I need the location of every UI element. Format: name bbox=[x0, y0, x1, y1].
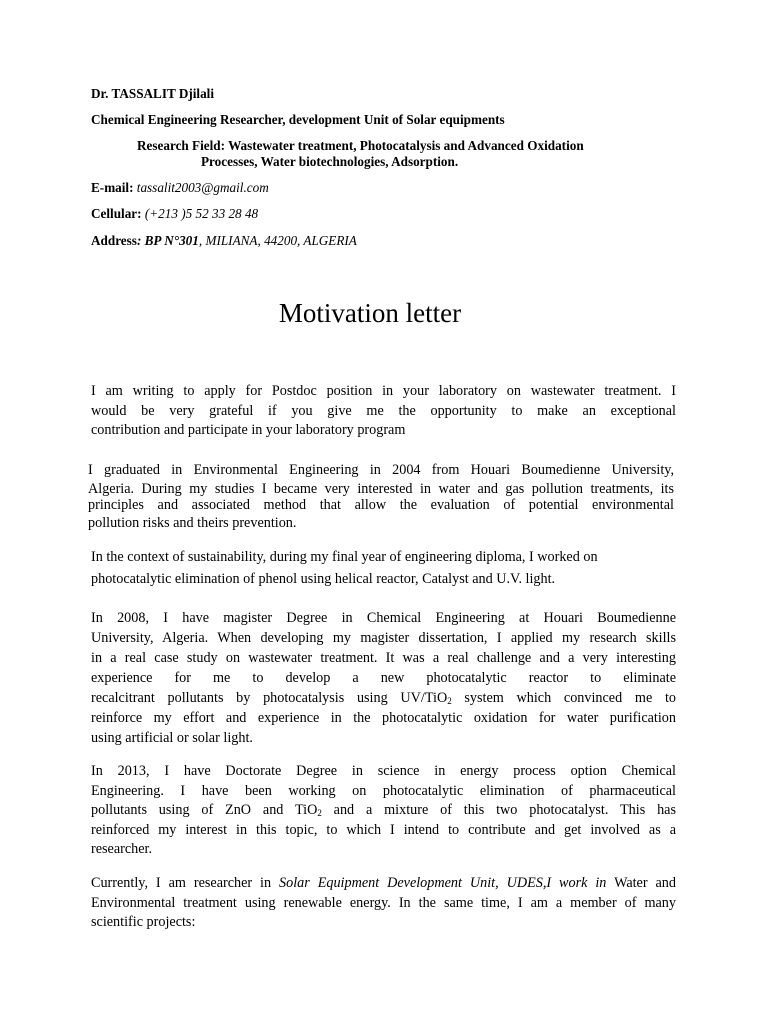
paragraph-6 bbox=[91, 874, 676, 933]
paragraph-line: using artificial or solar light. bbox=[91, 730, 253, 746]
research-field-text-1: Wastewater treatment, Photocatalysis and Advanced Oxidation bbox=[228, 138, 584, 153]
paragraph-line: I am writing to apply for Postdoc position in your laboratory on wastewater treatment. I bbox=[91, 383, 676, 399]
text-fragment: pollutants using of ZnO and TiO bbox=[91, 802, 318, 818]
paragraph-3 bbox=[91, 548, 676, 589]
research-field-line2: Processes, Water biotechnologies, Adsorption. bbox=[201, 154, 459, 169]
text-fragment: Currently, I am researcher in bbox=[91, 875, 280, 891]
email-value[interactable]: tassalit2003@gmail.com bbox=[136, 180, 269, 195]
paragraph-line: would be very grateful if you give me the opportunity to make an exceptional bbox=[91, 402, 676, 419]
email-line bbox=[91, 180, 269, 196]
paragraph-line: in a real case study on wastewater treatment. It was a real challenge and a very interesting bbox=[91, 650, 676, 666]
paragraph-line: pollution risks and theirs prevention. bbox=[88, 514, 297, 531]
text-fragment-italic: Solar Equipment Development Unit, UDES,I work in bbox=[279, 875, 607, 891]
author-position: Chemical Engineering Researcher, development Unit of Solar equipments bbox=[91, 112, 505, 127]
letter-title: Motivation letter bbox=[278, 298, 462, 328]
text-fragment: Water and bbox=[606, 875, 676, 891]
address-label: Address bbox=[91, 233, 137, 248]
text-fragment: system which convinced me to bbox=[451, 690, 676, 706]
paragraph-line: principles and associated method that allow the evaluation of potential environmental bbox=[88, 497, 674, 513]
paragraph-line: reinforce my effort and experience in the photocatalytic oxidation for water purification bbox=[91, 710, 676, 726]
author-name: Dr. TASSALIT Djilali bbox=[91, 86, 214, 101]
paragraph-line: experience for me to develop a new photocatalytic reactor to eliminate bbox=[91, 670, 676, 686]
paragraph-line: University, Algeria. When developing my magister dissertation, I applied my research skills bbox=[91, 630, 676, 646]
paragraph-line bbox=[91, 688, 676, 708]
research-field-label: Research Field: bbox=[137, 138, 226, 153]
paragraph-line: contribution and participate in your laboratory program bbox=[91, 422, 406, 438]
paragraph-line: photocatalytic elimination of phenol using helical reactor, Catalyst and U.V. light. bbox=[91, 570, 556, 587]
paragraph-line: Environmental treatment using renewable energy. In the same time, I am a member of many bbox=[91, 894, 676, 911]
paragraph-line: I graduated in Environmental Engineering in 2004 from Houari Boumedienne University, bbox=[88, 462, 674, 478]
subscript-2: 2 bbox=[447, 696, 452, 706]
paragraph-line: Engineering. I have been working on photocatalytic elimination of pharmaceutical bbox=[91, 782, 676, 799]
paragraph-line: In 2008, I have magister Degree in Chemical Engineering at Houari Boumedienne bbox=[91, 610, 676, 626]
paragraph-line bbox=[91, 801, 676, 821]
research-field-line1 bbox=[137, 138, 584, 154]
paragraph-line: reinforced my interest in this topic, to which I intend to contribute and get involved as a bbox=[91, 821, 676, 838]
text-fragment: and a mixture of this two photocatalyst. This has bbox=[321, 802, 676, 818]
address-rest: , MILIANA, 44200, ALGERIA bbox=[198, 233, 357, 248]
paragraph-5 bbox=[91, 762, 676, 860]
cellular-value: (+213 )5 52 33 28 48 bbox=[144, 206, 259, 221]
paragraph-line: In 2013, I have Doctorate Degree in science in energy process option Chemical bbox=[91, 763, 676, 779]
paragraph-4 bbox=[91, 608, 676, 748]
cellular-line bbox=[91, 206, 258, 222]
paragraph-line: Algeria. During my studies I became very interested in water and gas pollution treatments, its bbox=[88, 480, 674, 497]
paragraph-line bbox=[91, 874, 676, 894]
paragraph-line: In the context of sustainability, during my final year of engineering diploma, I worked on bbox=[91, 549, 598, 565]
paragraph-2 bbox=[88, 461, 674, 532]
paragraph-1 bbox=[91, 382, 676, 441]
cellular-label: Cellular: bbox=[91, 206, 142, 221]
text-fragment: recalcitrant pollutants by photocatalysis using UV/TiO bbox=[91, 690, 448, 706]
subscript-2: 2 bbox=[317, 808, 322, 818]
address-line bbox=[91, 233, 357, 249]
email-label: E-mail: bbox=[91, 180, 134, 195]
paragraph-line: scientific projects: bbox=[91, 914, 196, 930]
address-box: : BP N°301 bbox=[136, 233, 199, 248]
paragraph-line: researcher. bbox=[91, 841, 153, 857]
